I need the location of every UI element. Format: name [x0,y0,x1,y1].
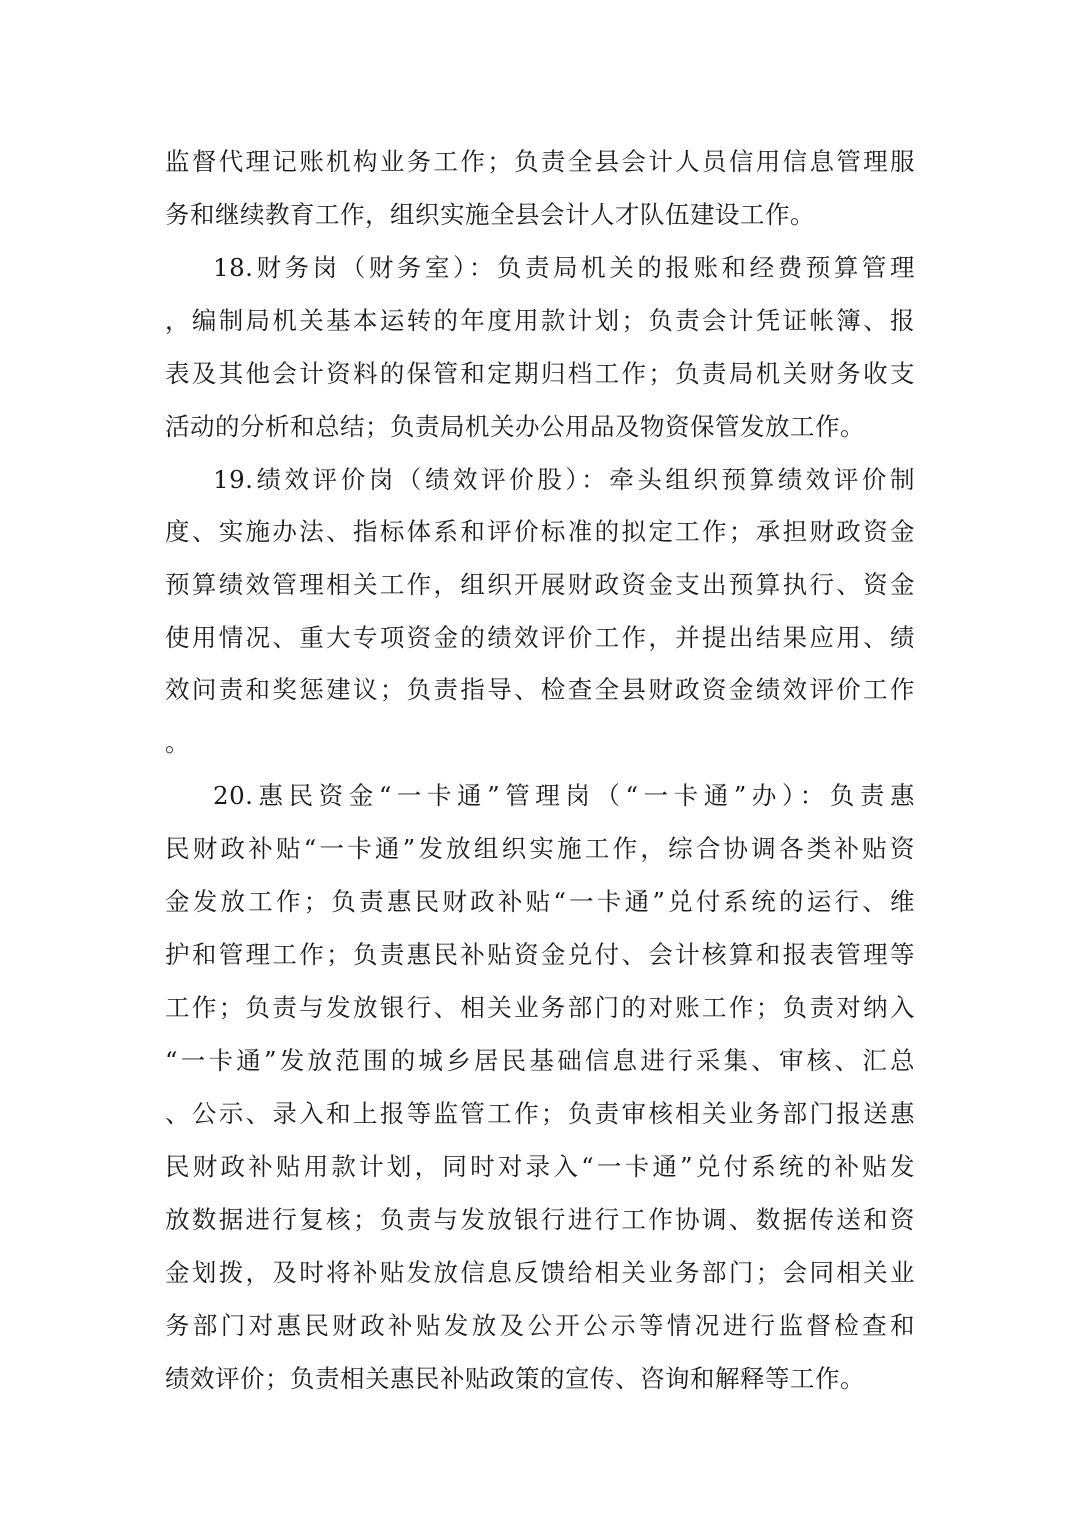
text-line: 金发放工作；负责惠民财政补贴“一卡通”兑付系统的运行、维 [165,887,915,916]
text-line: 效问责和奖惩建议；负责指导、检查全县财政资金绩效评价工作 [165,675,915,704]
text-line: 预算绩效管理相关工作，组织开展财政资金支出预算执行、资金 [165,570,915,599]
text-line: 务和继续教育工作，组织实施全县会计人才队伍建设工作。 [165,200,815,229]
text-line: ，编制局机关基本运转的年度用款计划；负责会计凭证帐簿、报 [165,306,915,335]
text-line: 民财政补贴“一卡通”发放组织实施工作，综合协调各类补贴资 [165,834,915,863]
text-line: 护和管理工作；负责惠民补贴资金兑付、会计核算和报表管理等 [165,940,915,969]
text-line: 活动的分析和总结；负责局机关办公用品及物资保管发放工作。 [165,412,865,441]
text-line: 表及其他会计资料的保管和定期归档工作；负责局机关财务收支 [165,359,915,388]
text-line: 、公示、录入和上报等监管工作；负责审核相关业务部门报送惠 [165,1099,915,1128]
text-line: 20.惠民资金“一卡通”管理岗（“一卡通”办）：负责惠 [213,781,915,810]
text-line: 使用情况、重大专项资金的绩效评价工作，并提出结果应用、绩 [165,623,915,652]
text-line: 务部门对惠民财政补贴发放及公开公示等情况进行监督检查和 [165,1311,915,1340]
text-line: “一卡通”发放范围的城乡居民基础信息进行采集、审核、汇总 [165,1046,915,1075]
text-line: 监督代理记账机构业务工作；负责全县会计人员信用信息管理服 [165,147,915,176]
text-line: 放数据进行复核；负责与发放银行进行工作协调、数据传送和资 [165,1205,915,1234]
text-line: 工作；负责与发放银行、相关业务部门的对账工作；负责对纳入 [165,993,915,1022]
text-line: 18.财务岗（财务室）：负责局机关的报账和经费预算管理 [213,253,915,282]
text-line: 。 [165,728,190,757]
text-line: 金划拨，及时将补贴发放信息反馈给相关业务部门；会同相关业 [165,1258,915,1287]
text-line: 度、实施办法、指标体系和评价标准的拟定工作；承担财政资金 [165,517,915,546]
text-line: 绩效评价；负责相关惠民补贴政策的宣传、咨询和解释等工作。 [165,1364,865,1393]
text-line: 民财政补贴用款计划，同时对录入“一卡通”兑付系统的补贴发 [165,1152,915,1181]
text-line: 19.绩效评价岗（绩效评价股）：牵头组织预算绩效评价制 [213,465,915,494]
